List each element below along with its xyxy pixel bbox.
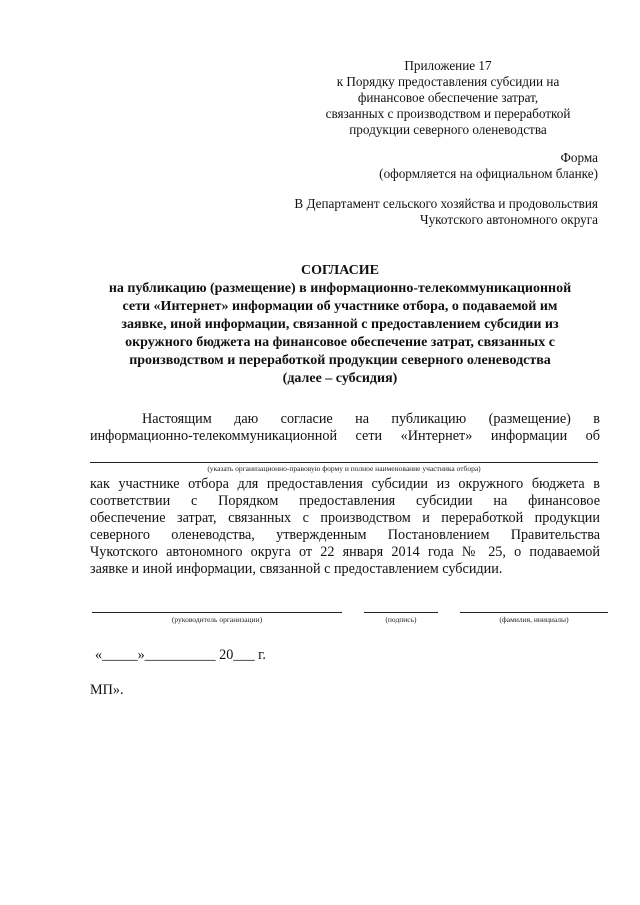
- body-intro: [90, 411, 600, 445]
- title-line-3: сети «Интернет» информации об участнике отбора, о подаваемой им: [122, 299, 558, 314]
- head-signature-line[interactable]: [92, 612, 342, 613]
- appendix-line-1: Приложение 17: [404, 58, 492, 73]
- body-line-5: обеспечение затрат, связанных с производством и переработкой продукции: [90, 510, 600, 526]
- recipient-line-2: Чукотского автономного округа: [420, 212, 598, 227]
- title-line-2: на публикацию (размещение) в информационно-телекоммуникационной: [108, 281, 572, 296]
- title-line-4: заявке, иной информации, связанной с предоставлением субсидии из: [121, 317, 559, 332]
- appendix-header: [178, 58, 598, 138]
- document-title: [60, 262, 620, 388]
- appendix-line-5: продукции северного оленеводства: [349, 122, 547, 137]
- body-line-7: Чукотского автономного округа от 22 января 2014 года № 25, о подаваемой: [90, 544, 600, 560]
- recipient-block: [178, 196, 598, 228]
- participant-name-caption: (указать организационно-правовую форму и полное наименование участника отбора): [207, 464, 481, 473]
- name-initials-caption: (фамилия, инициалы): [499, 615, 569, 624]
- body-main: [90, 476, 600, 578]
- form-label: Форма: [560, 150, 598, 165]
- body-line-3: как участнике отбора для предоставления субсидии из окружного бюджета в: [90, 476, 600, 492]
- body-line-1: Настоящим даю согласие на публикацию (размещение) в: [142, 411, 600, 427]
- body-line-6: северного оленеводства, утвержденным Постановлением Правительства: [90, 527, 600, 543]
- stamp-place: МП».: [90, 682, 124, 698]
- signature-caption: (подпись): [385, 615, 417, 624]
- appendix-line-4: связанных с производством и переработкой: [325, 106, 571, 121]
- body-line-4: соответствии с Порядком предоставления субсидии на финансовое: [90, 493, 600, 509]
- form-subnote: (оформляется на официальном бланке): [379, 166, 598, 181]
- form-note: [178, 150, 598, 182]
- date-field[interactable]: «_____»__________ 20___ г.: [95, 647, 266, 663]
- participant-name-line[interactable]: [90, 462, 598, 463]
- title-line-6: производством и переработкой продукции северного оленеводства: [129, 353, 551, 368]
- appendix-line-2: к Порядку предоставления субсидии на: [336, 74, 560, 89]
- title-heading: СОГЛАСИЕ: [301, 263, 379, 278]
- recipient-line-1: В Департамент сельского хозяйства и продовольствия: [294, 196, 598, 211]
- body-line-8: заявке и иной информации, связанной с предоставлением субсидии.: [90, 561, 503, 577]
- head-caption: (руководитель организации): [171, 615, 263, 624]
- name-initials-line[interactable]: [460, 612, 608, 613]
- appendix-line-3: финансовое обеспечение затрат,: [357, 90, 539, 105]
- title-line-7: (далее – субсидия): [282, 371, 398, 386]
- signature-line[interactable]: [364, 612, 438, 613]
- body-line-2: информационно-телекоммуникационной сети «Интернет» информации об: [90, 428, 600, 444]
- title-line-5: окружного бюджета на финансовое обеспечение затрат, связанных с: [125, 335, 555, 350]
